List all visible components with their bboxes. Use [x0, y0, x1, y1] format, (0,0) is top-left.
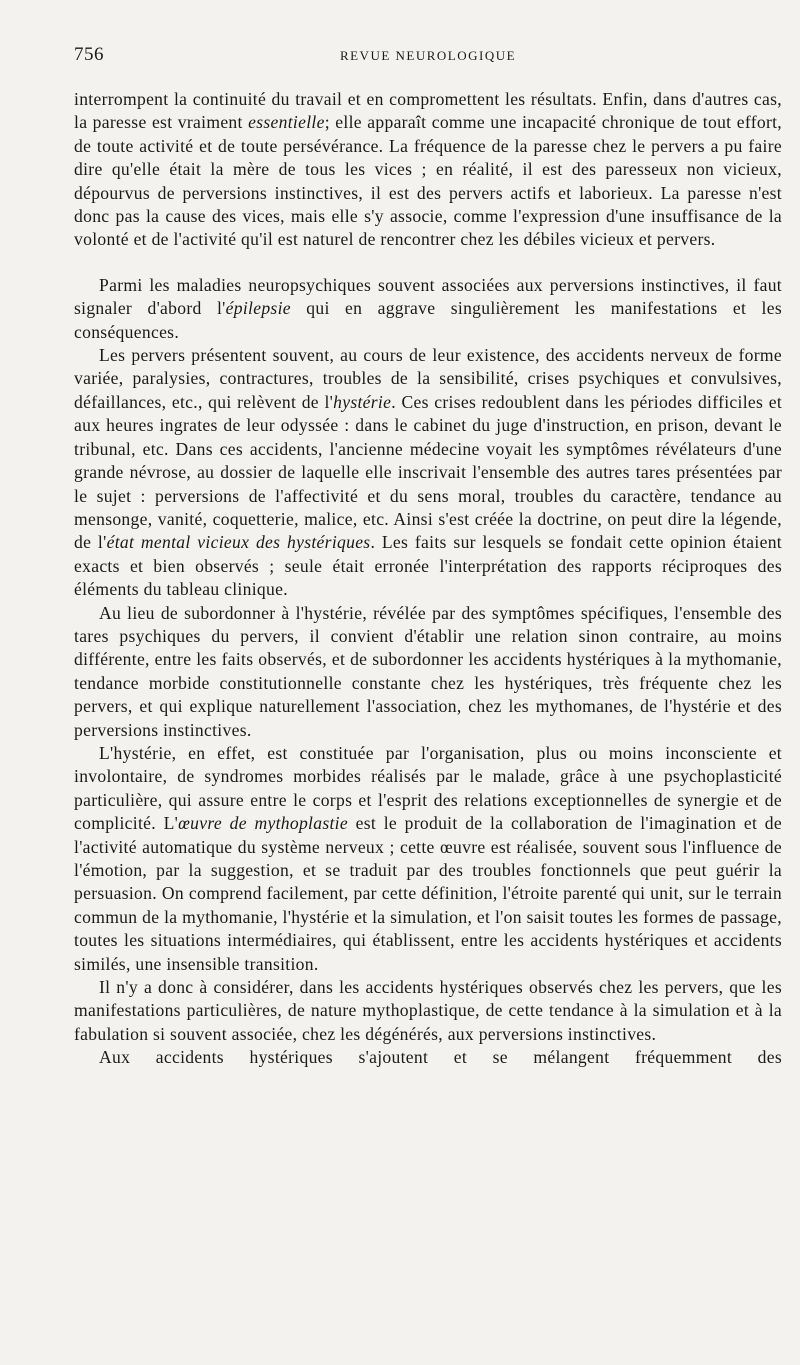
paragraph-paresse: interrompent la continuité du travail et en compromettent les résultats. Enfin, dans d'autres cas, la paresse est vraiment essentielle; elle apparaît comme une incapacité chronique de tout effort, de toute activité et de toute persévérance. La fréquence de la paresse chez le pervers a pu faire dire qu'elle était la mère de tous les vices ; en réalité, il est des paresseux non vicieux, dépourvus de perversions instinctives, il est des pervers actifs et laborieux. La paresse n'est donc pas la cause des vices, mais elle s'y associe, comme l'expression d'une insuffisance de la volonté et de l'activité qu'il est naturel de rencontrer chez les débiles vicieux et pervers.	[74, 89, 783, 250]
page-header	[74, 38, 782, 68]
paragraph-epilepsie: Parmi les maladies neuropsychiques souvent associées aux perversions instinctives, il faut signaler d'abord l'épilepsie qui en aggrave singulièrement les manifestations et les conséquences.	[74, 274, 783, 342]
paragraph-subordonner: Au lieu de subordonner à l'hystérie, révélée par des symptômes spécifiques, l'ensemble des tares psychiques du pervers, il convient d'établir une relation sinon contraire, au moins différente, entre les faits observés, et de subordonner les accidents hystériques à la mythomanie, tendance morbide constitutionnelle constante chez les hystériques, très fréquente chez les pervers, et qui explique naturellement l'association, chez les mythomanes, de l'hystérie et des perversions instinctives.	[74, 602, 782, 740]
running-head: REVUE NEUROLOGIQUE	[339, 48, 517, 63]
emphasis-etat-mental: état mental vicieux des hystériques	[106, 532, 371, 553]
emphasis-epilepsie: épilepsie	[225, 298, 291, 319]
body-text	[74, 88, 782, 1070]
journal-page	[74, 38, 782, 1070]
paragraph-simulation: Il n'y a donc à considérer, dans les accidents hystériques observés chez les pervers, que les manifestations particulières, de nature mythoplastique, de cette tendance à la simulation et à la fabulation si souvent associée, chez les dégénérés, aux perversions instinctives.	[74, 977, 782, 1044]
emphasis-oeuvre-mythoplastie: œuvre de mythoplastie	[178, 813, 348, 834]
paragraph-continuation: Aux accidents hystériques s'ajoutent et se mélangent fréquemment des	[99, 1047, 782, 1068]
paragraph-accidents-nerveux: Les pervers présentent souvent, au cours de leur existence, des accidents nerveux de forme variée, paralysies, contractures, troubles de la sensibilité, crises psychiques et convulsives, défaillances, etc., qui relèvent de l'hystérie. Ces crises redoublent dans les périodes difficiles et aux heures ingrates de leur odyssée : dans le cabinet du juge d'instruction, en prison, devant le tribunal, etc. Dans ces accidents, l'ancienne médecine voyait les symptômes révélateurs d'une grande névrose, au dossier de laquelle elle inscrivait l'ensemble des autres tares présentées par le sujet : perversions de l'affectivité et du sens moral, troubles du caractère, tendance au mensonge, vanité, coquetterie, malice, etc. Ainsi s'est créée la doctrine, on peut dire la légende, de l'état mental vicieux des hystériques. Les faits sur lesquels se fondait cette opinion étaient exacts et bien observés ; seule était erronée l'interprétation des rapports réciproques des éléments du tableau clinique.	[74, 345, 783, 600]
paragraph-mythoplastie: L'hystérie, en effet, est constituée par l'organisation, plus ou moins inconsciente et involontaire, de syndromes morbides réalisés par le malade, grâce à une psychoplasticité particulière, qui assure entre le corps et l'esprit des relations exceptionnelles de synergie et de complicité. L'œuvre de mythoplastie est le produit de la collaboration de l'imagination et de l'activité automatique du système nerveux ; cette œuvre est réalisée, souvent sous l'influence de l'émotion, par la suggestion, et se traduit par des troubles fonctionnels que peut guérir la persuasion. On comprend facilement, par cette définition, l'étroite parenté qui unit, sur le terrain commun de la mythomanie, l'hystérie et la simulation, et l'on saisit toutes les formes de passage, toutes les situations intermédiaires, qui établissent, entre les accidents hystériques et accidents similés, une insensible transition.	[74, 742, 782, 974]
emphasis-hysterie: hystérie	[333, 391, 392, 412]
emphasis-essentielle: essentielle	[248, 112, 325, 133]
page-number: 756	[74, 44, 104, 65]
